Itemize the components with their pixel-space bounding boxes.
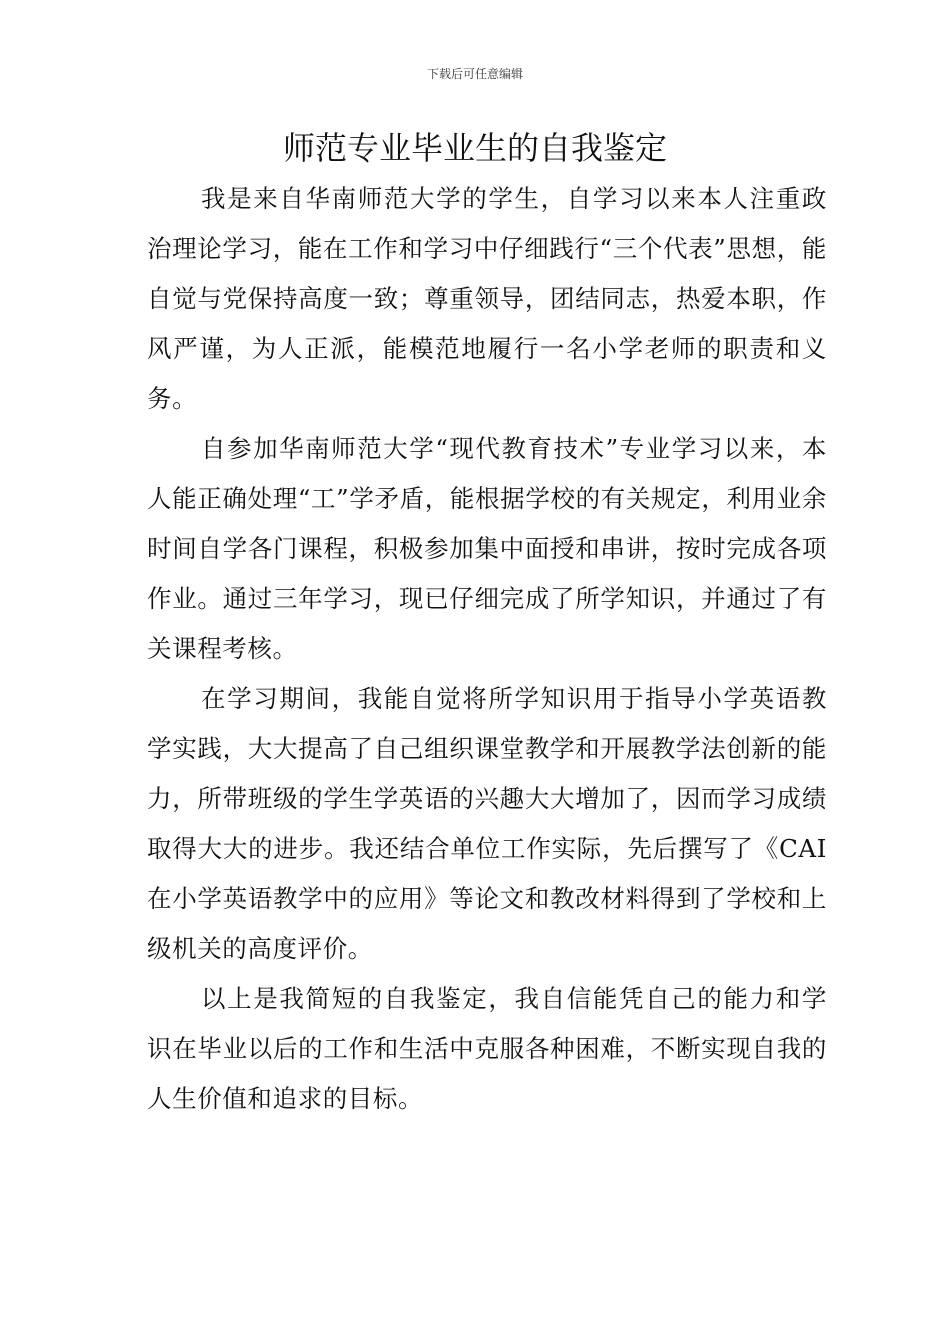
document-body — [147, 174, 827, 1124]
header-note: 下载后可任意编辑 — [426, 67, 523, 81]
paragraph-4: 以上是我简短的自我鉴定，我自信能凭自己的能力和学识在毕业以后的工作和生活中克服各种困难，不断实现自我的人生价值和追求的目标。 — [147, 984, 827, 1113]
paragraph-1: 我是来自华南师范大学的学生，自学习以来本人注重政治理论学习，能在工作和学习中仔细践行“三个代表”思想，能自觉与党保持高度一致；尊重领导，团结同志，热爱本职，作风严谨，为人正派，能模范地履行一名小学老师的职责和义务。 — [147, 184, 827, 413]
document-title: 师范专业毕业生的自我鉴定 — [282, 129, 667, 167]
paragraph-3: 在学习期间，我能自觉将所学知识用于指导小学英语教学实践，大大提高了自己组织课堂教学和开展教学法创新的能力，所带班级的学生学英语的兴趣大大增加了，因而学习成绩取得大大的进步。我还结合单位工作实际，先后撰写了《CAI在小学英语教学中的应用》等论文和教改材料得到了学校和上级机关的高度评价。 — [147, 684, 827, 963]
paragraph-2: 自参加华南师范大学“现代教育技术”专业学习以来，本人能正确处理“工”学矛盾，能根据学校的有关规定，利用业余时间自学各门课程，积极参加集中面授和串讲，按时完成各项作业。通过三年学习，现已仔细完成了所学知识，并通过了有关课程考核。 — [147, 434, 827, 663]
